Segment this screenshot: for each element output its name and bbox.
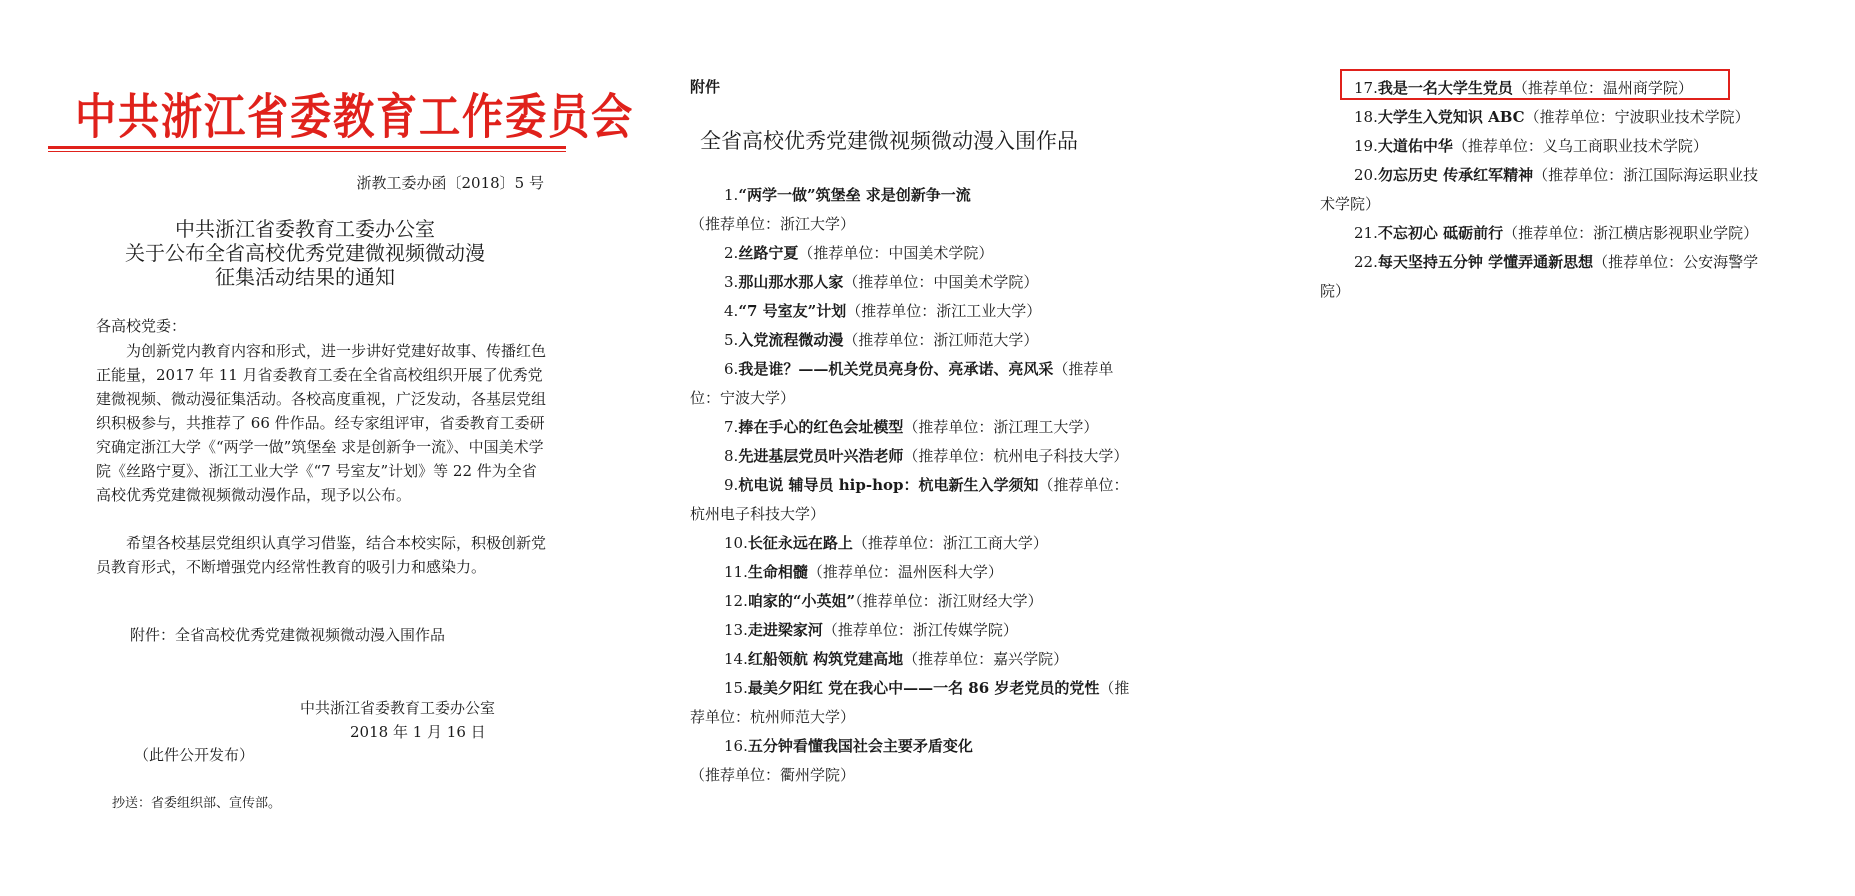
notice-page bbox=[0, 0, 640, 896]
list-item bbox=[690, 355, 1135, 413]
item-unit: （推荐单位：浙江工商大学） bbox=[852, 534, 1048, 552]
item-number: 19. bbox=[1354, 137, 1378, 155]
list-item bbox=[690, 732, 1135, 790]
works-list bbox=[690, 181, 1135, 790]
item-title: 杭电说 辅导员 hip-hop：杭电新生入学须知 bbox=[738, 476, 1039, 494]
title-line: 关于公布全省高校优秀党建微视频微动漫 bbox=[125, 241, 485, 265]
item-number: 17. bbox=[1354, 79, 1378, 97]
item-unit: （推荐单位：浙江理工大学） bbox=[903, 418, 1099, 436]
item-unit: （推荐单位：浙江大学） bbox=[690, 215, 856, 233]
item-title: 那山那水那人家 bbox=[738, 273, 844, 291]
list-item bbox=[690, 616, 1135, 645]
issue-date: 2018 年 1 月 16 日 bbox=[350, 723, 486, 741]
item-title: 我是谁？——机关党员亮身份、亮承诺、亮风采 bbox=[738, 360, 1054, 378]
attachment-note: 附件：全省高校优秀党建微视频微动漫入围作品 bbox=[130, 626, 446, 644]
item-unit: （推荐单位：浙江财经大学） bbox=[855, 592, 1043, 610]
item-unit: （推荐单位：衢州学院） bbox=[690, 766, 856, 784]
item-unit: （推荐单位：义乌工商职业技术学院） bbox=[1452, 137, 1708, 155]
item-title: 先进基层党员叶兴浩老师 bbox=[738, 447, 904, 465]
list-item bbox=[690, 558, 1135, 587]
item-unit: （推荐单位：浙江传媒学院） bbox=[822, 621, 1018, 639]
item-number: 10. bbox=[724, 534, 748, 552]
red-rule-thin bbox=[48, 151, 566, 152]
item-title: 捧在手心的红色会址模型 bbox=[738, 418, 904, 436]
item-unit: （推荐单位：浙江横店影视职业学院） bbox=[1503, 224, 1759, 242]
item-unit: （推荐单位：嘉兴学院） bbox=[903, 650, 1069, 668]
attachment-page-continued bbox=[1320, 0, 1800, 896]
masthead: 中共浙江省委教育工作委员会 bbox=[75, 89, 635, 145]
item-title: 丝路宁夏 bbox=[738, 244, 799, 262]
item-title: “7 号室友”计划 bbox=[738, 302, 847, 320]
document-number: 浙教工委办函〔2018〕5 号 bbox=[356, 174, 544, 192]
list-title: 全省高校优秀党建微视频微动漫入围作品 bbox=[700, 129, 1078, 153]
item-unit: （推荐单位：浙江师范大学） bbox=[843, 331, 1039, 349]
attachment-label: 附件 bbox=[690, 78, 721, 96]
item-number: 21. bbox=[1354, 224, 1378, 242]
item-title: 长征永远在路上 bbox=[747, 534, 853, 552]
item-number: 1. bbox=[724, 186, 739, 204]
item-number: 11. bbox=[724, 563, 748, 581]
list-item bbox=[1320, 74, 1770, 103]
item-title: 五分钟看懂我国社会主要矛盾变化 bbox=[747, 737, 973, 755]
item-title: 红船领航 构筑党建高地 bbox=[747, 650, 904, 668]
item-title: 生命相髓 bbox=[747, 563, 808, 581]
item-number: 5. bbox=[724, 331, 739, 349]
list-item bbox=[1320, 248, 1770, 306]
salutation: 各高校党委： bbox=[96, 317, 187, 335]
item-number: 6. bbox=[724, 360, 739, 378]
item-unit: （推荐单位：宁波职业技术学院） bbox=[1524, 108, 1750, 126]
item-number: 14. bbox=[724, 650, 748, 668]
item-number: 22. bbox=[1354, 253, 1378, 271]
item-unit: （推荐单位：中国美术学院） bbox=[843, 273, 1039, 291]
item-number: 7. bbox=[724, 418, 739, 436]
item-title: 咱家的“小英姐” bbox=[747, 592, 856, 610]
list-item bbox=[690, 587, 1135, 616]
item-title: 大学生入党知识 ABC bbox=[1377, 108, 1525, 126]
title-line: 征集活动结果的通知 bbox=[215, 265, 395, 289]
list-item bbox=[690, 413, 1135, 442]
item-title: 每天坚持五分钟 学懂弄通新思想 bbox=[1377, 253, 1594, 271]
item-unit: （推荐单位：宁波大学） bbox=[690, 360, 1114, 407]
cc-line: 抄送：省委组织部、宣传部。 bbox=[112, 796, 282, 811]
item-unit: （推荐单位：温州医科大学） bbox=[807, 563, 1003, 581]
list-item bbox=[690, 297, 1135, 326]
item-unit: （推荐单位：中国美术学院） bbox=[798, 244, 994, 262]
list-item bbox=[1320, 161, 1770, 219]
item-number: 4. bbox=[724, 302, 739, 320]
item-number: 20. bbox=[1354, 166, 1378, 184]
item-unit: （推荐单位：杭州师范大学） bbox=[690, 679, 1130, 726]
signer: 中共浙江省委教育工委办公室 bbox=[300, 699, 496, 717]
item-title: 入党流程微动漫 bbox=[738, 331, 844, 349]
list-item bbox=[690, 645, 1135, 674]
list-item bbox=[690, 181, 1135, 239]
item-title: “两学一做”筑堡垒 求是创新争一流 bbox=[738, 186, 971, 204]
list-item bbox=[690, 268, 1135, 297]
title-line: 中共浙江省委教育工委办公室 bbox=[175, 217, 435, 241]
body-paragraph: 希望各校基层党组织认真学习借鉴，结合本校实际，积极创新党员教育形式，不断增强党内经常性教育的吸引力和感染力。 bbox=[96, 534, 547, 576]
item-number: 9. bbox=[724, 476, 739, 494]
item-unit: （推荐单位：温州商学院） bbox=[1512, 79, 1693, 97]
list-item bbox=[1320, 219, 1770, 248]
item-unit: （推荐单位：杭州电子科技大学） bbox=[690, 476, 1129, 523]
item-title: 不忘初心 砥砺前行 bbox=[1377, 224, 1504, 242]
item-number: 3. bbox=[724, 273, 739, 291]
item-title: 大道佑中华 bbox=[1377, 137, 1453, 155]
item-number: 13. bbox=[724, 621, 748, 639]
item-title: 我是一名大学生党员 bbox=[1377, 79, 1513, 97]
works-list bbox=[1320, 74, 1770, 306]
item-number: 12. bbox=[724, 592, 748, 610]
list-item bbox=[1320, 103, 1770, 132]
list-item bbox=[690, 674, 1135, 732]
list-item bbox=[690, 326, 1135, 355]
item-unit: （推荐单位：浙江国际海运职业技术学院） bbox=[1320, 166, 1759, 213]
item-number: 18. bbox=[1354, 108, 1378, 126]
list-item bbox=[690, 471, 1135, 529]
list-item bbox=[690, 529, 1135, 558]
item-number: 8. bbox=[724, 447, 739, 465]
item-number: 15. bbox=[724, 679, 748, 697]
item-unit: （推荐单位：杭州电子科技大学） bbox=[903, 447, 1129, 465]
item-unit: （推荐单位：公安海警学院） bbox=[1320, 253, 1759, 300]
attachment-page bbox=[690, 0, 1190, 896]
list-item bbox=[1320, 132, 1770, 161]
public-note: （此件公开发布） bbox=[134, 746, 255, 764]
list-item bbox=[690, 239, 1135, 268]
item-title: 走进梁家河 bbox=[747, 621, 823, 639]
item-number: 2. bbox=[724, 244, 739, 262]
item-unit: （推荐单位：浙江工业大学） bbox=[846, 302, 1042, 320]
item-number: 16. bbox=[724, 737, 748, 755]
item-title: 勿忘历史 传承红军精神 bbox=[1377, 166, 1534, 184]
list-item bbox=[690, 442, 1135, 471]
body-paragraph: 为创新党内教育内容和形式，进一步讲好党建好故事、传播红色正能量，2017 年 11 月省委教育工委在全省高校组织开展了优秀党建微视频、微动漫征集活动。各校高度重视，广泛发动，各基层党组织积极参与，共推荐了 66 件作品。经专家组评审，省委教育工委研究确定浙江大学《“两学一做”筑堡垒 求是创新争一流》、中国美术学院《丝路宁夏》、浙江工业大学《“7 号室友”计划》等 22 件为全省高校优秀党建微视频微动漫作品，现予以公布。 bbox=[96, 342, 547, 504]
red-rule-thick bbox=[48, 146, 566, 149]
notice-title bbox=[70, 217, 540, 289]
signature-block bbox=[300, 696, 495, 744]
item-title: 最美夕阳红 党在我心中——一名 86 岁老党员的党性 bbox=[747, 679, 1100, 697]
